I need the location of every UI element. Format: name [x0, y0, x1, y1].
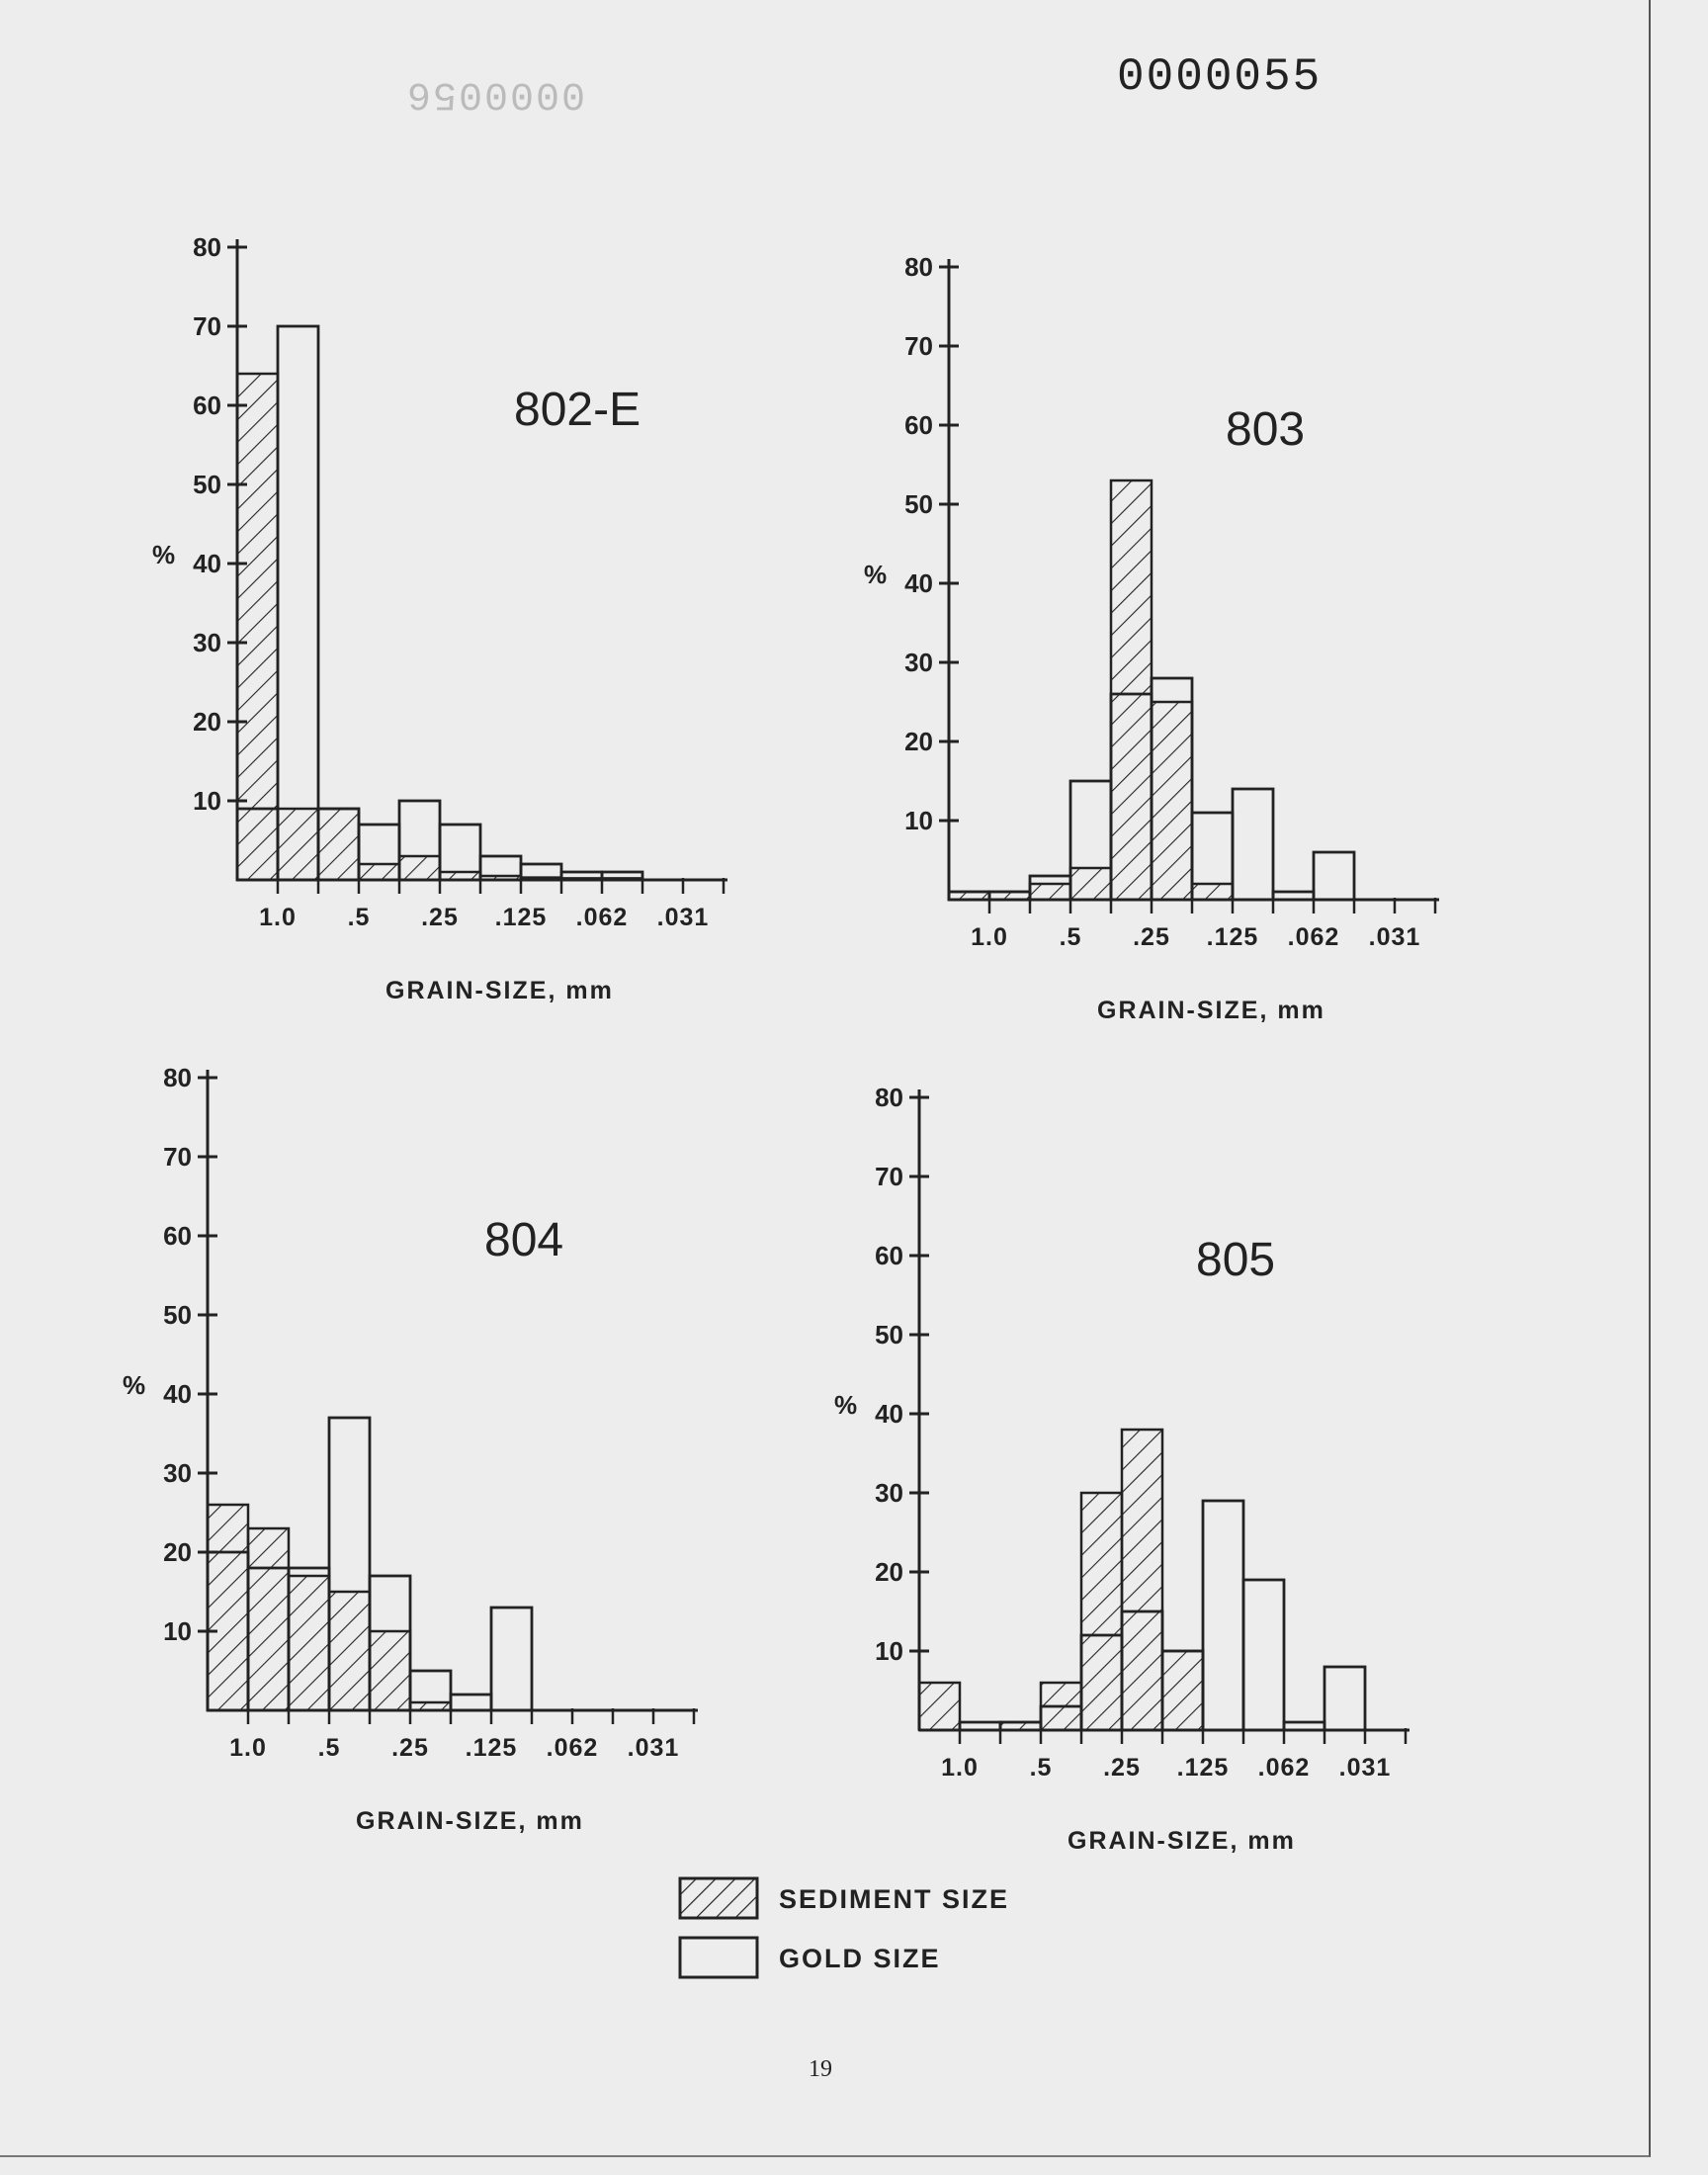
- x-tick-label: .031: [627, 1734, 680, 1762]
- legend-item-gold: [678, 1936, 1073, 1983]
- x-tick-label: .25: [391, 1734, 429, 1762]
- sediment-bar: [1081, 1493, 1122, 1730]
- y-tick-label: 60: [163, 1221, 192, 1251]
- sediment-bar: [1122, 1430, 1162, 1730]
- x-tick-label: .062: [1287, 923, 1340, 951]
- chart-802e: [138, 227, 751, 1038]
- gold-bar: [278, 326, 318, 880]
- y-tick-label: 70: [875, 1162, 903, 1191]
- y-tick-label: 60: [904, 410, 933, 440]
- chart-804: [109, 1058, 722, 1869]
- y-tick-label: 10: [875, 1636, 903, 1666]
- y-tick-label: 70: [904, 331, 933, 361]
- x-tick-label: .031: [1368, 923, 1421, 951]
- sediment-bar: [1192, 884, 1233, 900]
- x-tick-label: .031: [1338, 1754, 1392, 1782]
- legend-label-sediment: SEDIMENT SIZE: [779, 1884, 1010, 1914]
- chart-title: 803: [1226, 403, 1306, 456]
- x-tick-label: .5: [1059, 923, 1082, 951]
- sediment-bar: [208, 1505, 248, 1710]
- y-tick-label: 20: [875, 1557, 903, 1587]
- x-tick-label: .125: [1206, 923, 1259, 951]
- y-tick-label: 10: [163, 1616, 192, 1646]
- x-tick-label: .125: [465, 1734, 518, 1762]
- x-tick-label: .25: [1103, 1754, 1141, 1782]
- y-tick-label: 40: [193, 549, 221, 578]
- gold-bar: [1203, 1501, 1243, 1730]
- y-tick-label: 10: [193, 786, 221, 816]
- gold-bar: [1243, 1580, 1284, 1730]
- x-axis-label: GRAIN-SIZE, mm: [385, 977, 614, 1004]
- y-axis-label: %: [123, 1370, 146, 1400]
- y-tick-label: 80: [193, 232, 221, 262]
- legend-label-gold: GOLD SIZE: [779, 1944, 941, 1973]
- x-tick-label: .062: [575, 904, 629, 931]
- x-tick-label: .5: [317, 1734, 341, 1762]
- y-axis-label: %: [834, 1390, 858, 1420]
- empty-swatch-icon: [678, 1936, 759, 1979]
- x-tick-label: .25: [1133, 923, 1170, 951]
- sediment-bar: [1111, 480, 1152, 900]
- y-tick-label: 10: [904, 806, 933, 835]
- y-tick-label: 50: [904, 489, 933, 519]
- gold-bar: [1233, 789, 1273, 900]
- y-tick-label: 20: [904, 727, 933, 756]
- y-tick-label: 30: [904, 648, 933, 677]
- legend: [678, 1876, 1073, 1991]
- y-tick-label: 30: [875, 1478, 903, 1508]
- y-tick-label: 50: [193, 470, 221, 499]
- sediment-bar: [318, 809, 359, 880]
- y-tick-label: 20: [163, 1537, 192, 1567]
- sediment-bar: [1070, 868, 1111, 900]
- gold-bar: [1314, 852, 1354, 900]
- sediment-bar: [329, 1592, 370, 1710]
- x-tick-label: .062: [1257, 1754, 1311, 1782]
- sediment-bar: [1030, 884, 1070, 900]
- x-tick-label: 1.0: [259, 904, 297, 931]
- x-tick-label: .062: [546, 1734, 599, 1762]
- sediment-bar: [370, 1631, 410, 1710]
- y-tick-label: 70: [163, 1142, 192, 1172]
- chart-805: [820, 1078, 1433, 1888]
- x-tick-label: 1.0: [971, 923, 1008, 951]
- y-axis-label: %: [864, 560, 888, 589]
- y-tick-label: 20: [193, 707, 221, 737]
- y-tick-label: 30: [163, 1458, 192, 1488]
- x-tick-label: 1.0: [941, 1754, 979, 1782]
- hatched-swatch-icon: [678, 1876, 759, 1920]
- x-tick-label: .5: [1029, 1754, 1053, 1782]
- x-tick-label: .031: [656, 904, 710, 931]
- legend-item-sediment: [678, 1876, 1073, 1924]
- y-tick-label: 70: [193, 311, 221, 341]
- chart-title: 805: [1196, 1234, 1276, 1286]
- x-tick-label: .25: [421, 904, 459, 931]
- gold-bar: [1324, 1667, 1365, 1730]
- x-axis-label: GRAIN-SIZE, mm: [356, 1807, 584, 1835]
- y-tick-label: 40: [163, 1379, 192, 1409]
- x-tick-label: 1.0: [229, 1734, 267, 1762]
- sediment-bar: [278, 809, 318, 880]
- y-tick-label: 50: [163, 1300, 192, 1330]
- y-tick-label: 80: [875, 1083, 903, 1112]
- x-tick-label: .125: [494, 904, 548, 931]
- y-tick-label: 40: [904, 568, 933, 598]
- sediment-bar: [399, 856, 440, 880]
- sediment-bar: [237, 374, 278, 880]
- doc-number: 0000055: [1117, 51, 1323, 103]
- chart-title: 802-E: [514, 384, 641, 436]
- y-tick-label: 80: [163, 1063, 192, 1092]
- gold-bar: [491, 1608, 532, 1710]
- sediment-bar: [248, 1528, 289, 1710]
- sediment-bar: [1162, 1651, 1203, 1730]
- mirror-doc-number: 0000056: [405, 71, 586, 116]
- x-tick-label: .5: [347, 904, 371, 931]
- y-axis-label: %: [152, 540, 176, 569]
- x-axis-label: GRAIN-SIZE, mm: [1068, 1827, 1296, 1855]
- chart-title: 804: [484, 1214, 564, 1266]
- y-tick-label: 60: [875, 1241, 903, 1270]
- x-axis-label: GRAIN-SIZE, mm: [1097, 997, 1325, 1024]
- sediment-bar: [359, 864, 399, 880]
- x-tick-label: .125: [1176, 1754, 1230, 1782]
- sediment-bar: [919, 1683, 960, 1730]
- y-tick-label: 40: [875, 1399, 903, 1429]
- y-tick-label: 30: [193, 628, 221, 657]
- gold-bar: [451, 1695, 491, 1710]
- chart-803: [850, 247, 1463, 1058]
- sediment-bar: [289, 1576, 329, 1710]
- sediment-bar: [1152, 702, 1192, 900]
- y-tick-label: 80: [904, 252, 933, 282]
- y-tick-label: 60: [193, 391, 221, 420]
- y-tick-label: 50: [875, 1320, 903, 1349]
- page-number: 19: [809, 2056, 832, 2082]
